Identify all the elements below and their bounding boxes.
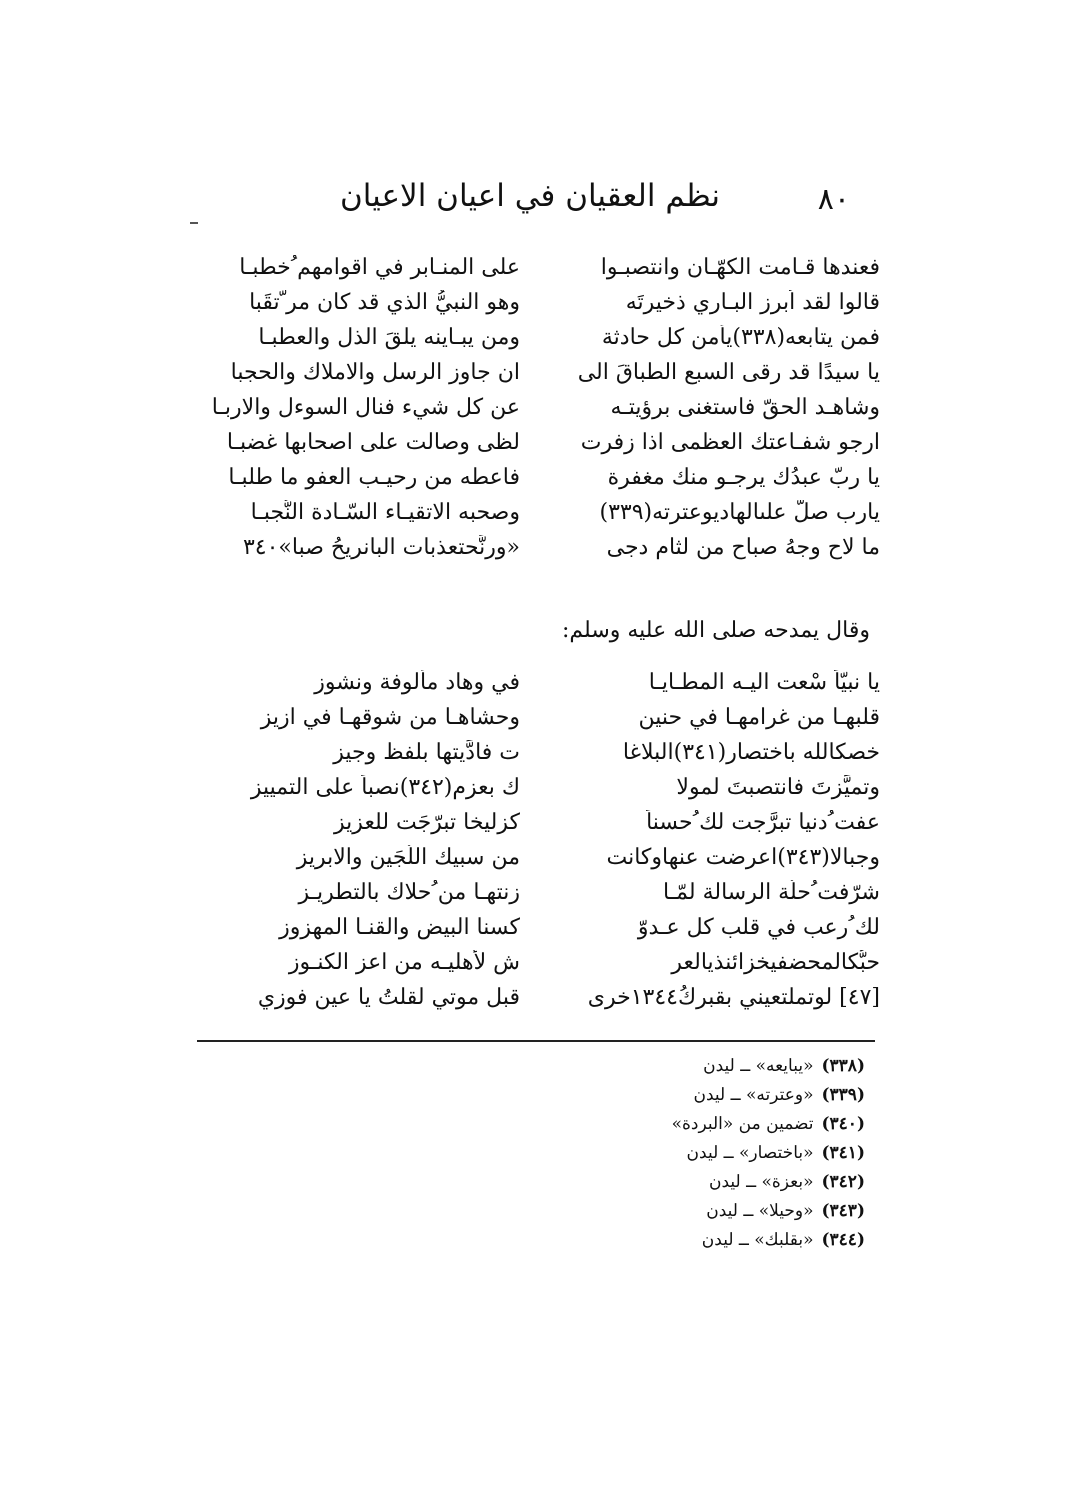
footnote-text: «بعزة» ــ ليدن <box>708 1172 814 1192</box>
first-hemistich: يا سيدًا قد رقى السبع الطباقَ الى <box>577 360 880 385</box>
footnote-number: (٣٣٩) <box>821 1085 865 1105</box>
verse-line <box>180 250 880 285</box>
second-hemistich: ك بعزم(٣٤٢)نصباً على التمييز <box>250 775 520 800</box>
second-hemistich: ومن يبـاينه يلقَ الذل والعطبـا <box>258 325 520 350</box>
verse-line <box>180 530 880 565</box>
first-hemistich: يارب صلّ علىالهاديوعترته(٣٣٩) <box>599 500 880 525</box>
first-hemistich: فمن يتابعه(٣٣٨)يأْمن كل حادثة <box>601 325 880 350</box>
first-hemistich: ُحبُّكالمحضفيخزائنذيالعر <box>671 950 880 975</box>
second-hemistich: في وهاد مأْلوفة ونشوز <box>314 670 520 695</box>
second-hemistich: على المنـابر في اقوامهم ُخطبـا <box>239 255 520 280</box>
first-hemistich: ُشرّفت ُحلَّة الرسالة لمّـا <box>663 880 880 905</box>
first-hemistich: قلبهـا من غرامهـا في حنين <box>638 705 880 730</box>
first-hemistich: [٤٧] لوتملتعيني بقبرك١٣٤٤ُخرى <box>587 985 880 1010</box>
first-hemistich: يا نبيّاً سْعت اليـه المطـايـا <box>648 670 880 695</box>
second-hemistich: من سبيك اللّجَين والابريز <box>296 845 520 870</box>
verse-line <box>180 665 880 700</box>
second-hemistich: «ورنَّحتعذبات البانريحُ صبا»٣٤٠ <box>242 535 520 560</box>
footnote-number: (٣٣٨) <box>821 1056 865 1076</box>
footnote-item <box>480 1085 865 1114</box>
footnote-number: (٣٤٠) <box>821 1114 865 1134</box>
verse-line <box>180 425 880 460</box>
footnote-item <box>480 1143 865 1172</box>
verse-line <box>180 495 880 530</box>
header-mark <box>190 222 198 224</box>
second-hemistich: ش لأَهليـه من اعز الكنـوز <box>288 950 520 975</box>
footnote-item <box>480 1056 865 1085</box>
verse-line <box>180 700 880 735</box>
poem-second <box>180 665 880 1015</box>
footnote-text: «يبايعه» ــ ليدن <box>703 1056 814 1076</box>
page-number: ٨٠ <box>817 182 850 217</box>
verse-line <box>180 875 880 910</box>
verse-line <box>180 840 880 875</box>
footnote-text: «وحيلا» ــ ليدن <box>706 1201 814 1221</box>
footnote-item <box>480 1201 865 1230</box>
second-hemistich: كسنا البيض والقنـا المهزوز <box>279 915 520 940</box>
footnotes <box>480 1056 865 1259</box>
footnote-text: «باختصار» ــ ليدن <box>686 1143 814 1163</box>
second-hemistich: وحشاهـا من شوقهـا في ازيز <box>260 705 520 730</box>
footnote-item <box>480 1230 865 1259</box>
second-hemistich: لظى وصالت على اصحابها غضبـا <box>226 430 520 455</box>
footnote-item <box>480 1172 865 1201</box>
second-hemistich: عن كل شيء فنال السوءل والاربـا <box>211 395 520 420</box>
first-hemistich: يا ربّ عبدُك يرجـو منك مغفرة <box>607 465 880 490</box>
footnote-divider <box>197 1040 875 1042</box>
verse-line <box>180 735 880 770</box>
footnote-text: «وعترته» ــ ليدن <box>693 1085 814 1105</box>
verse-line <box>180 805 880 840</box>
first-hemistich: لك ُرعب في قلب كل عـدوّ <box>637 915 880 940</box>
verse-line <box>180 770 880 805</box>
footnote-number: (٣٤٣) <box>821 1201 865 1221</box>
verse-line <box>180 390 880 425</box>
footnote-text: تضمين من «البردة» <box>671 1114 814 1134</box>
second-hemistich: كزليخا تبرّجَت للعزيز <box>334 810 520 835</box>
first-hemistich: عفت ُدنيا تبرَّجت لك ُحسناً <box>646 810 880 835</box>
verse-line <box>180 320 880 355</box>
verse-line <box>180 945 880 980</box>
verse-line <box>180 285 880 320</box>
footnote-number: (٣٤١) <box>821 1143 865 1163</box>
second-hemistich: زنتهـا من ُحلاك بالتطريـز <box>298 880 520 905</box>
first-hemistich: قالوا لقد اُبرز البـاري ذخيرتَه <box>625 290 880 315</box>
footnote-text: «بقلبك» ــ ليدن <box>701 1230 814 1250</box>
verse-line <box>180 355 880 390</box>
verse-line <box>180 980 880 1015</box>
poem-first <box>180 250 880 565</box>
second-hemistich: وصحبه الاتقيـاء السّـادة النُّجبـا <box>250 500 520 525</box>
verse-line <box>180 460 880 495</box>
first-hemistich: وجبالا(٣٤٣)اعرضت عنهاوكانت <box>606 845 880 870</box>
running-title: نظم العقيان في اعيان الاعيان <box>339 178 721 214</box>
second-hemistich: فاعطه من رحيـب العفو ما طلبـا <box>228 465 520 490</box>
first-hemistich: خصكالله باختصار(٣٤١)البلاغا <box>622 740 880 765</box>
first-hemistich: وشاهـد الحقّ فاستغنى برؤيتـه <box>610 395 880 420</box>
footnote-number: (٣٤٤) <box>821 1230 865 1250</box>
footnote-item <box>480 1114 865 1143</box>
second-hemistich: وهو النبيُّ الذي قد كان مر ّتقَبا <box>249 290 520 315</box>
second-hemistich: قبل موتي لقلتُ يا عين فوزي <box>257 985 520 1010</box>
page-header <box>180 178 880 228</box>
first-hemistich: ما لاح وجهُ صباح من لثام دجى <box>606 535 880 560</box>
first-hemistich: وتميَّزتَ فانتصبتَ لمولا <box>676 775 880 800</box>
first-hemistich: فعندها قـامت الكهّـان وانتصبـوا <box>600 255 880 280</box>
first-hemistich: ارجو شفـاعتك العظمى اذا زفرت <box>580 430 880 455</box>
second-hemistich: ت فادَّيتها بلفظ وجيز <box>333 740 520 765</box>
prose-intro-line: وقال يمدحه صلى الله عليه وسلم: <box>561 618 870 643</box>
second-hemistich: ان جاوز الرسل والاملاك والحجبا <box>230 360 520 385</box>
footnote-number: (٣٤٢) <box>821 1172 865 1192</box>
verse-line <box>180 910 880 945</box>
